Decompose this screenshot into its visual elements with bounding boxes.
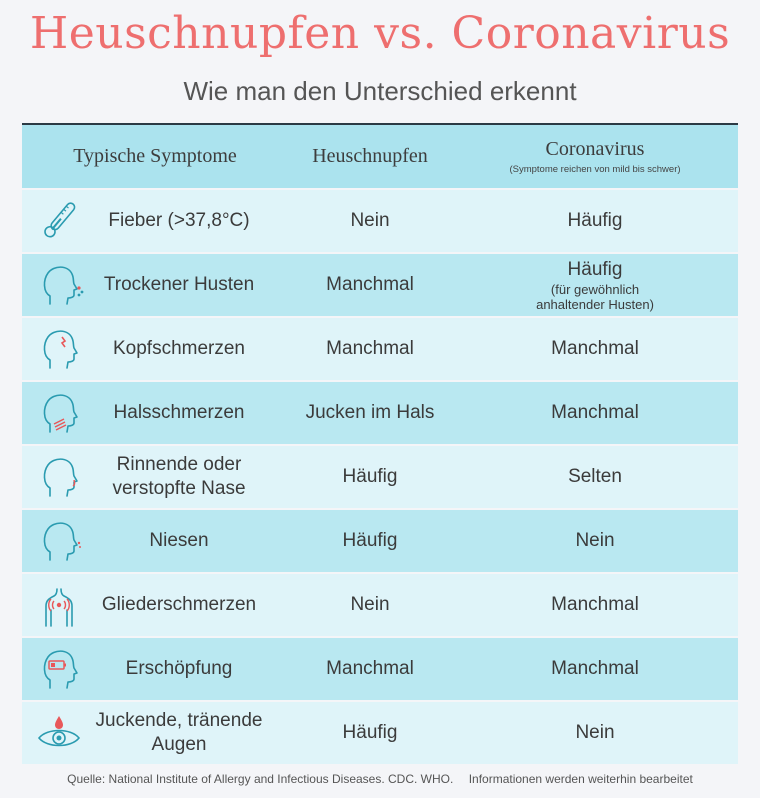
body-ache-icon: [34, 580, 84, 630]
header-coronavirus: [452, 125, 738, 188]
symptom-cell: [84, 318, 274, 380]
symptom-cell-text: Halsschmerzen: [113, 402, 245, 423]
hayfever-cell: [288, 318, 452, 380]
symptom-cell: [84, 190, 274, 252]
hayfever-cell-text: Häufig: [342, 530, 398, 551]
hayfever-cell: [288, 638, 452, 700]
coronavirus-cell: [452, 254, 738, 316]
table-row: [22, 510, 738, 572]
symptom-cell-text: Rinnende oder verstopfte Nase: [112, 454, 246, 499]
header-symptoms-label: Typische Symptome: [73, 145, 237, 167]
footer-source: Quelle: National Institute of Allergy and Infectious Diseases. CDC. WHO.: [67, 772, 454, 786]
table-header: [22, 125, 738, 188]
teary-eye-icon: [34, 708, 84, 758]
hayfever-cell-text: Jucken im Hals: [305, 402, 435, 423]
coronavirus-cell-text: Häufig: [567, 210, 623, 231]
coronavirus-cell-text: Manchmal: [551, 402, 639, 423]
symptom-cell: [84, 702, 274, 764]
symptom-cell-text: Erschöpfung: [125, 658, 233, 679]
hayfever-cell: [288, 702, 452, 764]
coronavirus-cell: [452, 446, 738, 508]
coronavirus-cell-text: Nein: [575, 530, 615, 551]
coronavirus-cell: [452, 574, 738, 636]
symptom-cell: [84, 446, 274, 508]
footer-note: Informationen werden weiterhin bearbeitet: [468, 772, 693, 786]
page-title: Heuschnupfen vs. Coronavirus: [29, 8, 731, 59]
hayfever-cell: [288, 446, 452, 508]
coronavirus-cell: [452, 510, 738, 572]
hayfever-cell-text: Häufig: [342, 722, 398, 743]
hayfever-cell-text: Nein: [350, 594, 390, 615]
table-row: [22, 254, 738, 316]
symptom-cell: [84, 638, 274, 700]
page-subtitle: Wie man den Unterschied erkennt: [183, 76, 577, 106]
header-hayfever-label: Heuschnupfen: [312, 145, 428, 167]
hayfever-cell: [288, 510, 452, 572]
table-row: [22, 382, 738, 444]
runny-nose-icon: [34, 452, 84, 502]
symptom-cell-text: Trockener Husten: [103, 274, 255, 295]
table-row: [22, 702, 738, 764]
sore-throat-icon: [34, 388, 84, 438]
header-symptoms: [22, 125, 288, 188]
table-row: [22, 318, 738, 380]
coronavirus-cell-text: Manchmal: [551, 338, 639, 359]
coronavirus-cell-text: Häufig: [567, 259, 623, 280]
symptom-cell-text: Kopfschmerzen: [112, 338, 245, 359]
table-row: [22, 574, 738, 636]
symptom-cell: [84, 382, 274, 444]
symptom-cell-text: Niesen: [149, 530, 209, 551]
coronavirus-cell-text: Manchmal: [551, 658, 639, 679]
header-coronavirus-note: (Symptome reichen von mild bis schwer): [509, 164, 681, 175]
coronavirus-cell-text: Nein: [575, 722, 615, 743]
headache-icon: [34, 324, 84, 374]
coronavirus-cell: [452, 702, 738, 764]
hayfever-cell: [288, 254, 452, 316]
coronavirus-cell: [452, 318, 738, 380]
sneeze-icon: [34, 516, 84, 566]
coronavirus-cell-text: Manchmal: [551, 594, 639, 615]
symptom-cell: [84, 254, 274, 316]
header-coronavirus-label: Coronavirus: [545, 138, 645, 160]
hayfever-cell: [288, 190, 452, 252]
coronavirus-cell: [452, 190, 738, 252]
symptom-cell-text: Gliederschmerzen: [101, 594, 257, 615]
symptom-cell: [84, 510, 274, 572]
hayfever-cell: [288, 574, 452, 636]
table-row: [22, 190, 738, 252]
hayfever-cell-text: Manchmal: [326, 658, 414, 679]
hayfever-cell-text: Häufig: [342, 466, 398, 487]
symptom-cell: [84, 574, 274, 636]
header-hayfever: [288, 125, 452, 188]
coronavirus-note: (für gewöhnlich anhaltender Husten): [536, 282, 654, 312]
coronavirus-cell: [452, 638, 738, 700]
symptom-cell-text: Juckende, tränende Augen: [95, 710, 263, 755]
symptom-table: [22, 123, 738, 755]
table-row: [22, 446, 738, 508]
footer: [0, 772, 760, 786]
hayfever-cell: [288, 382, 452, 444]
hayfever-cell-text: Manchmal: [326, 338, 414, 359]
hayfever-cell-text: Manchmal: [326, 274, 414, 295]
hayfever-cell-text: Nein: [350, 210, 390, 231]
symptom-cell-text: Fieber (>37,8°C): [108, 210, 250, 231]
thermometer-icon: [34, 196, 84, 246]
low-battery-head-icon: [34, 644, 84, 694]
coronavirus-cell-text: Selten: [568, 466, 622, 487]
coronavirus-cell: [452, 382, 738, 444]
cough-head-icon: [34, 260, 84, 310]
table-row: [22, 638, 738, 700]
